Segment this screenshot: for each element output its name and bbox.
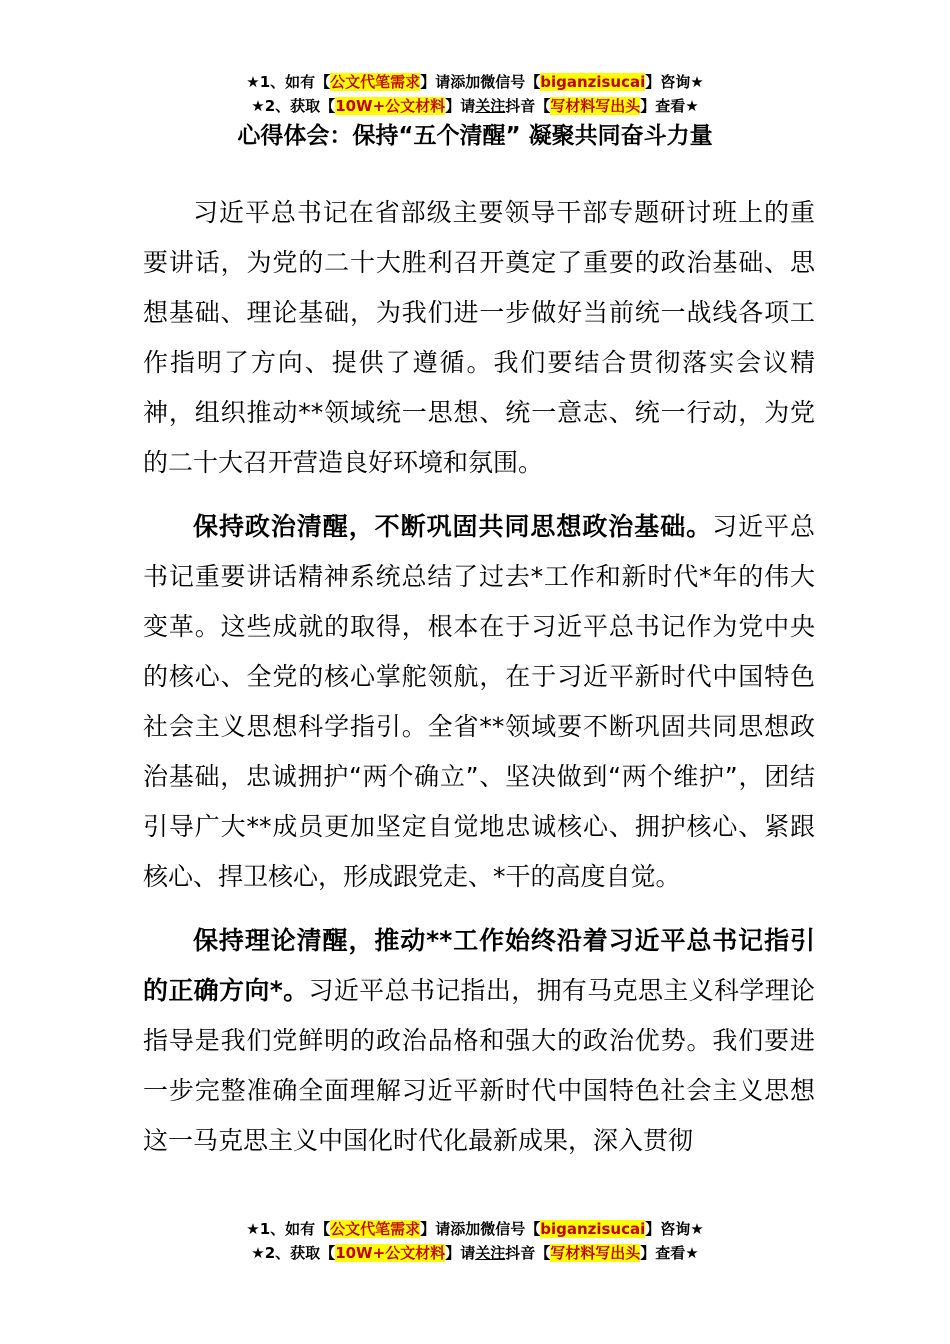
header-banner-line-2 (0, 94, 950, 118)
banner-text: ★2、获取【 (251, 97, 336, 115)
banner-text: ★2、获取【 (251, 1244, 336, 1262)
banner-text: 】请添加微信号【 (420, 73, 541, 91)
footer-banner (0, 1217, 950, 1265)
wechat-id-highlight: biganzisucai (540, 73, 646, 91)
banner-text: 】查看★ (640, 97, 699, 115)
banner-highlight: 公文代笔需求 (330, 1220, 421, 1238)
wechat-id-highlight: biganzisucai (540, 1220, 646, 1238)
banner-underlined-text: 关注 (475, 97, 506, 115)
paragraph-political-clarity (143, 502, 815, 902)
banner-text: 】查看★ (640, 1244, 699, 1262)
banner-underlined-text: 关注 (475, 1244, 506, 1262)
banner-text: ★1、如有【 (246, 73, 331, 91)
document-title: 心得体会：保持“五个清醒” 凝聚共同奋斗力量 (237, 123, 713, 149)
footer-banner-line-2 (0, 1241, 950, 1265)
banner-text: ★1、如有【 (246, 1220, 331, 1238)
paragraph-heading: 保持政治清醒，不断巩固共同思想政治基础。 (193, 512, 713, 541)
footer-banner-line-1 (0, 1217, 950, 1241)
document-body (143, 188, 815, 1180)
banner-text: 抖音【 (505, 97, 551, 115)
paragraph-text: 习近平总书记在省部级主要领导干部专题研讨班上的重要讲话，为党的二十大胜利召开奠定了重要的政治基础、思想基础、理论基础，为我们进一步做好当前统一战线各项工作指明了方向、提供了遵循。我们要结合贯彻落实会议精神，组织推动**领域统一思想、统一意志、统一行动，为党的二十大召开营造良好环境和氛围。 (143, 198, 815, 477)
header-banner (0, 70, 950, 118)
douyin-account-highlight: 写材料写出头 (550, 97, 641, 115)
douyin-account-highlight: 写材料写出头 (550, 1244, 641, 1262)
paragraph-text: 习近平总书记指出，拥有马克思主义科学理论指导是我们党鲜明的政治品格和强大的政治优势。我们要进一步完整准确全面理解习近平新时代中国特色社会主义思想这一马克思主义中国化时代化最新成果，深入贯彻 (143, 976, 815, 1155)
banner-text: 】请 (445, 97, 476, 115)
banner-text: 】咨询★ (645, 1220, 704, 1238)
paragraph-text: 习近平总书记重要讲话精神系统总结了过去*工作和新时代*年的伟大变革。这些成就的取得，根本在于习近平总书记作为党中央的核心、全党的核心掌舵领航，在于习近平新时代中国特色社会主义思想科学指引。全省**领域要不断巩固共同思想政治基础，忠诚拥护“两个确立”、坚决做到“两个维护”，团结引导广大**成员更加坚定自觉地忠诚核心、拥护核心、紧跟核心、捍卫核心，形成跟党走、*干的高度自觉。 (143, 512, 815, 891)
banner-highlight: 公文代笔需求 (330, 73, 421, 91)
paragraph-intro (143, 188, 815, 488)
paragraph-theoretical-clarity (143, 916, 815, 1166)
header-banner-line-1 (0, 70, 950, 94)
banner-text: 】请 (445, 1244, 476, 1262)
paragraph-heading: 保持理论清醒，推动**工作始终沿着习近平总书记指引的正确方向*。 (143, 926, 815, 1005)
banner-highlight: 10W+公文材料 (335, 1244, 446, 1262)
banner-highlight: 10W+公文材料 (335, 97, 446, 115)
banner-text: 】请添加微信号【 (420, 1220, 541, 1238)
banner-text: 】咨询★ (645, 73, 704, 91)
banner-text: 抖音【 (505, 1244, 551, 1262)
